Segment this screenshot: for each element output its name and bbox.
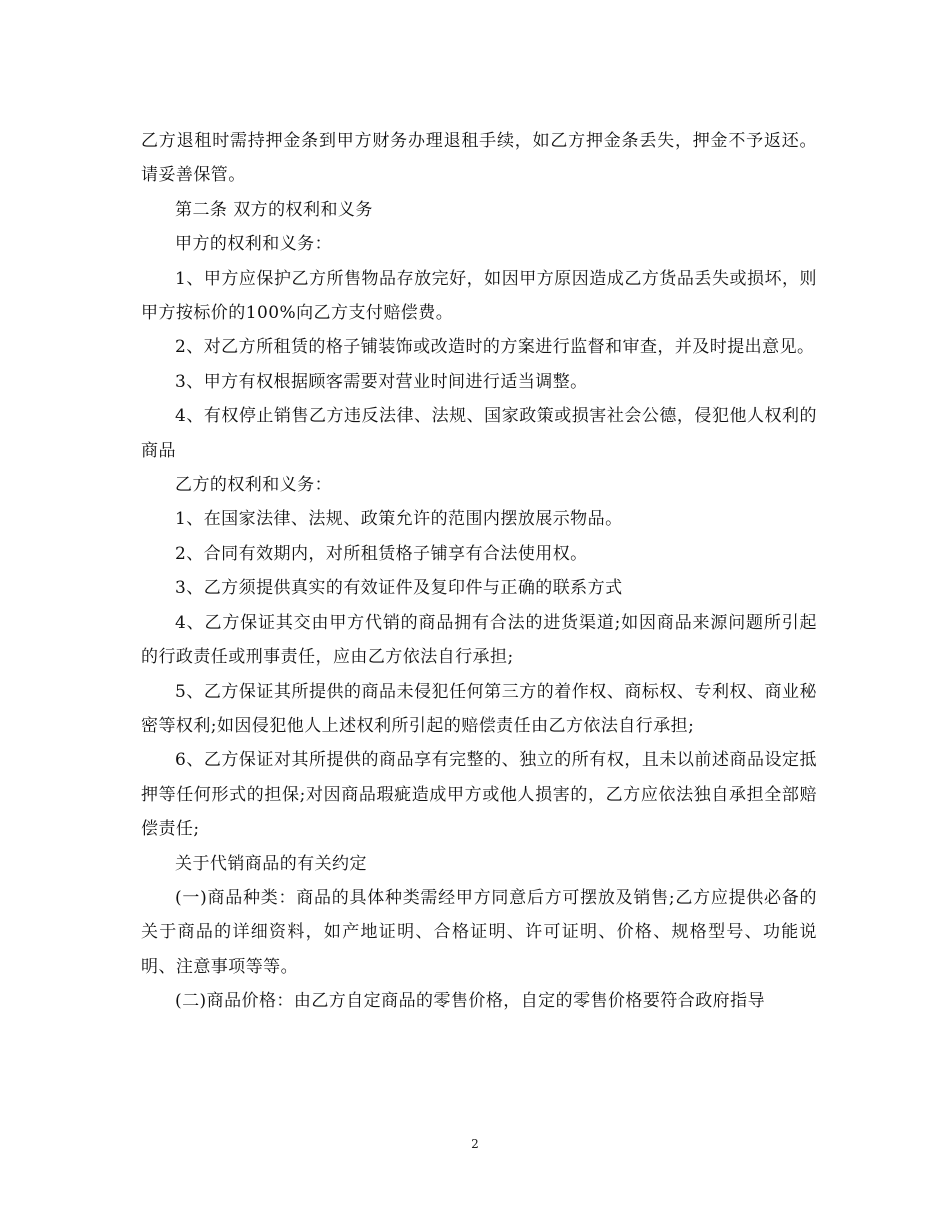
paragraph-deposit-return: 乙方退租时需持押金条到甲方财务办理退租手续，如乙方押金条丢失，押金不予返还。请妥善保管。 [141,131,817,186]
party-b-clause-1: 1、在国家法律、法规、政策允许的范围内摆放展示物品。 [175,509,623,530]
consignment-clause-2: (二)商品价格：由乙方自定商品的零售价格，自定的零售价格要符合政府指导 [175,991,766,1012]
section-heading-rights-obligations: 第二条 双方的权利和义务 [175,199,373,220]
document-body [141,124,817,1019]
consignment-clause-1: (一)商品种类：商品的具体种类需经甲方同意后方可摆放及销售;乙方应提供必备的关于商品的详细资料，如产地证明、合格证明、许可证明、价格、规格型号、功能说明、注意事项等等。 [141,887,817,977]
subheading-party-b: 乙方的权利和义务： [175,475,333,496]
subheading-consignment: 关于代销商品的有关约定 [175,853,367,874]
party-a-clause-3: 3、甲方有权根据顾客需要对营业时间进行适当调整。 [175,371,588,392]
subheading-party-a: 甲方的权利和义务： [175,234,333,255]
page-number: 2 [471,1137,479,1151]
party-b-clause-3: 3、乙方须提供真实的有效证件及复印件与正确的联系方式 [175,578,623,599]
party-a-clause-4: 4、有权停止销售乙方违反法律、法规、国家政策或损害社会公德，侵犯他人权利的商品 [141,406,817,461]
party-b-clause-6: 6、乙方保证对其所提供的商品享有完整的、独立的所有权，且未以前述商品设定抵押等任何形式的担保;对因商品瑕疵造成甲方或他人损害的，乙方应依法独自承担全部赔偿责任; [141,750,817,840]
party-a-clause-1: 1、甲方应保护乙方所售物品存放完好，如因甲方原因造成乙方货品丢失或损坏，则甲方按标价的100%向乙方支付赔偿费。 [141,268,817,324]
party-b-clause-5: 5、乙方保证其所提供的商品未侵犯任何第三方的着作权、商标权、专利权、商业秘密等权利;如因侵犯他人上述权利所引起的赔偿责任由乙方依法自行承担; [141,681,817,736]
party-b-clause-4: 4、乙方保证其交由甲方代销的商品拥有合法的进货渠道;如因商品来源问题所引起的行政责任或刑事责任，应由乙方依法自行承担; [141,612,817,668]
party-b-clause-2: 2、合同有效期内，对所租赁格子铺享有合法使用权。 [175,543,588,564]
party-a-clause-2: 2、对乙方所租赁的格子铺装饰或改造时的方案进行监督和审查，并及时提出意见。 [175,337,815,358]
